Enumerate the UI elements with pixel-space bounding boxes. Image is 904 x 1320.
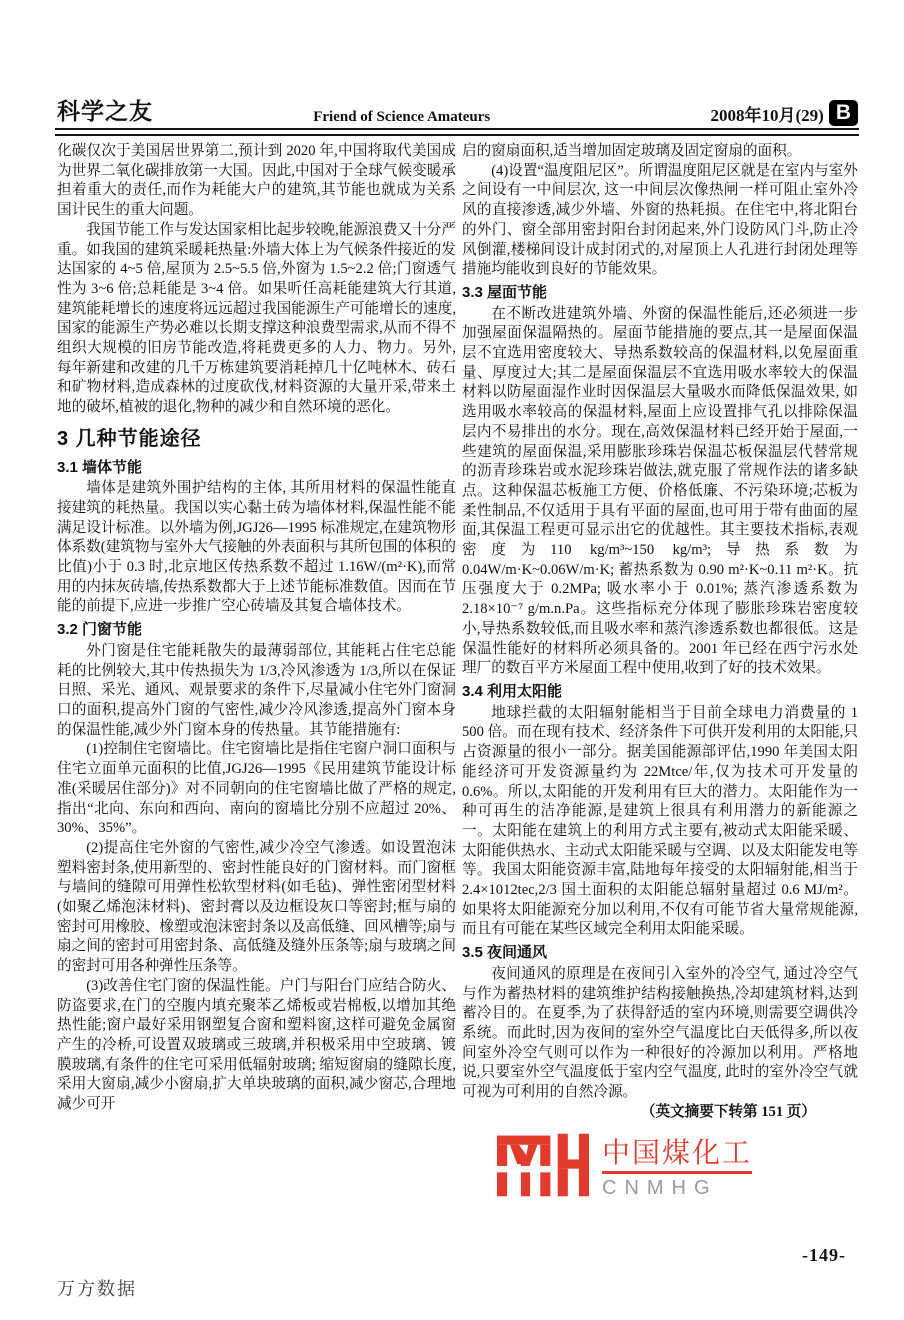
heading-3-1-wall: 3.1 墙体节能	[57, 458, 143, 476]
cnmhg-logo-icon	[497, 1133, 589, 1197]
paragraph-measure-1: (1)控制住宅窗墙比。住宅窗墙比是指住宅窗户洞口面积与住宅立面单元面积的比值,JGJ26—1995《民用建筑节能设计标准(采暖居住部分)》对不同朝向的住宅窗墙比做了严格的规定,指出“北向、东向和西向、南向的窗墙比分别不应超过 20%、30%、35%”。	[57, 741, 456, 837]
cnmhg-logo-text	[602, 1133, 752, 1200]
paragraph-solar-energy: 地球拦截的太阳辐射能相当于目前全球电力消费量的 1 500 倍。而在现有技术、经济条件下可供开发利用的太阳能,只占资源量的很小一部分。据美国能源部评估,1990 年美国太阳能经济可开发资源量约为 22Mtce/年,仅为技术可开发量的 0.6%。所以,太阳能的开发利用有巨大的潜力。太阳能作为一种可再生的洁净能源,是建筑上很具有利用潜力的新能源之一。太阳能在建筑上的利用方式主要有,被动式太阳能采暖、太阳能供热水、主动式太阳能采暖与空调、以及太阳能发电等等。我国太阳能资源丰富,陆地每年接受的太阳辐射能,相当于 2.4×1012tec,2/3 国土面积的太阳能总辐射量超过 0.6 MJ/m²。如果将太阳能源充分加以利用,不仅有可能节省大量常规能源,而且有可能在某些区域完全利用太阳能采暖。	[462, 704, 858, 938]
logo-name-en: CNMHG	[602, 1177, 718, 1199]
left-column	[57, 142, 456, 1115]
paragraph-measure-3: (3)改善住宅门窗的保温性能。户门与阳台门应结合防火、防盗要求,在门的空腹内填充聚苯乙烯板或岩棉板,以增加其绝热性能;窗户最好采用钢塑复合窗和塑料窗,这样可避免金属窗产生的冷桥,可设置双玻璃或三玻璃,并积极采用中空玻璃、镀膜玻璃,有条件的住宅可采用低辐射玻璃; 缩短窗扇的缝隙长度, 采用大窗扇,减少小窗扇,扩大单块玻璃的面积,减少窗芯,合理地减少可开	[57, 977, 456, 1113]
page-number: -149-	[802, 1245, 846, 1265]
paragraph-roof-saving: 在不断改进建筑外墙、外窗的保温性能后,还必须进一步加强屋面保温隔热的。屋面节能措施的要点,其一是屋面保温层不宜选用密度较大、导热系数较高的保温材料,以免屋面重量、厚度过大;其二是屋面保温层不宜选用吸水率较大的保温材料以防屋面湿作业时因保温层大量吸水而降低保温效果, 如选用吸水率较高的保温材料,屋面上应设置排气孔以排除保温层内不易排出的水分。现在,高效保温材料已经开始于屋面,一些建筑的屋面保温,采用膨胀珍珠岩保温芯板保温层代替常规的沥青珍珠岩或水泥珍珠岩做法,就克服了常规作法的诸多缺点。这种保温芯板施工方便、价格低廉、不污染环境;芯板为柔性制品,不仅适用于具有平面的屋面,也可用于带有曲面的屋面,其保温工程更可显示出它的优越性。其主要技术指标,表观密度为110 kg/m³~150 kg/m³;导热系数为0.04W/m·K~0.06W/m·K; 蓄热系数为 0.90 m²·K~0.11 m²·K。抗压强度大于 0.2MPa; 吸水率小于 0.01%; 蒸汽渗透系数为 2.18×10⁻⁷ g/m.n.Pa。这些指标充分体现了膨胀珍珠岩密度较小,导热系数较低,而且吸水率和蒸汽渗透系数也都很低。这是保温性能好的材料所必须具备的。2001 年已经在西宁污水处理厂的数百平方米屋面工程中使用,收到了好的技术效果。	[462, 305, 858, 677]
right-column	[462, 142, 858, 1122]
issue-date: 2008年10月(29)	[710, 105, 824, 125]
cnmhg-logo	[497, 1133, 752, 1200]
section-badge: B	[829, 100, 858, 126]
issue-info	[711, 100, 859, 126]
paragraph-wall-saving: 墙体是建筑外围护结构的主体, 其所用材料的保温性能直接建筑的耗热量。我国以实心黏土砖为墙体材料,保温性能不能满足设计标准。以外墙为例,JGJ26—1995 标准规定,在建筑物形体系数(建筑物与室外大气接触的外表面积与其所包围的体积的比值)小于 0.3 时,北京地区传热系数不超过 1.16W/(m²·K),而常用的内抹灰砖墙,传热系数都大于上述节能标准数值。因而在节能的前提下,应进一步推广空心砖墙及其复合墙体技术。	[57, 480, 456, 615]
heading-3-5-night-ventilation: 3.5 夜间通风	[462, 944, 548, 962]
continued-on-page-note: （英文摘要下转第 151 页）	[640, 1103, 816, 1120]
paragraph-measure-3-carryover: 启的窗扇面积,适当增加固定玻璃及固定窗扇的面积。	[462, 143, 802, 159]
paragraph-energy-waste: 我国节能工作与发达国家相比起步较晚,能源浪费又十分严重。如我国的建筑采暖耗热量:外墙大体上为气候条件接近的发达国家的 4~5 倍,屋顶为 2.5~5.5 倍,外窗为 1.5~2.2 倍;门窗透气性为 3~6 倍;总耗能是 3~4 倍。如果听任高耗能建筑大行其道,建筑能耗增长的速度将远远超过我国能源生产可能增长的速度,国家的能源生产势必难以长期支撑这种浪费型需求,从而不得不组织大规模的旧房节能改造,将耗费更多的人力、物力。另外,每年新建和改建的几千万栋建筑要消耗掉几十亿吨林木、砖石和矿物材料,造成森林的过度砍伐,材料资源的大量开采,带来土地的破坏,植被的退化,物种的减少和自然环境的恶化。	[57, 221, 456, 416]
wanfang-watermark: 万方数据	[57, 1279, 137, 1299]
heading-section-3: 3 几种节能途径	[57, 427, 202, 450]
paragraph-measure-4: (4)设置“温度阻尼区”。所谓温度阻尼区就是在室内与室外之间设有一中间层次, 这一中间层次像热闸一样可阻止室外冷风的直接渗透,减少外墙、外窗的热耗损。在住宅中,将北阳台的外门、窗全部用密封阳台封闭起来,外门设防风门斗,防止冷风倒灌,楼梯间设计成封闭式的,对屋顶上人孔进行封闭处理等措施均能收到良好的节能效果。	[462, 162, 858, 278]
heading-3-4-solar: 3.4 利用太阳能	[462, 682, 563, 700]
paragraph-night-ventilation: 夜间通风的原理是在夜间引入室外的冷空气, 通过冷空气与作为蓄热材料的建筑维护结构接触换热,冷却建筑材料,达到蓄冷目的。在夏季,为了获得舒适的室内环境,则需要空调供冷系统。而此时,因为夜间的室外空气温度比白天低得多,所以夜间室外冷空气则可以作为一种很好的冷源加以利用。严格地说,只要室外空气温度低于室内空气温度, 此时的室外冷空气就可视为可利用的自然冷源。	[462, 965, 858, 1101]
paragraph-window-intro: 外门窗是住宅能耗散失的最薄弱部位, 其能耗占住宅总能耗的比例较大,其中传热损失为 1/3,冷风渗透为 1/3,所以在保证日照、采光、通风、观景要求的条件下,尽量减小住宅外门窗洞口的面积,提高外门窗的气密性,减少冷风渗透,提高外门窗本身的保温性能,减少外门窗本身的传热量。其节能措施有:	[57, 642, 456, 738]
heading-3-2-windows: 3.2 门窗节能	[57, 621, 143, 639]
paragraph-co2-carryover: 化碳仅次于美国居世界第二,预计到 2020 年,中国将取代美国成为世界二氧化碳排放第一大国。因此,中国对于全球气候变暖承担着重大的责任,而作为耗能大户的建筑,其节能也就成为关系国计民生的重大问题。	[57, 143, 456, 219]
header-divider	[55, 128, 859, 136]
paragraph-measure-2: (2)提高住宅外窗的气密性,减少冷空气渗透。如设置泡沫塑料密封条,使用新型的、密封性能良好的门窗材料。而门窗框与墙间的缝隙可用弹性松软型材料(如毛毡)、弹性密闭型材料(如聚乙烯泡沫材料)、密封膏以及边框设灰口等密封;框与扇的密封可用橡胶、橡塑或泡沫密封条以及高低缝、回风槽等;扇与扇之间的密封可用密封条、高低缝及缝外压条等;扇与玻璃之间的密封可用各种弹性压条等。	[57, 839, 456, 975]
heading-3-3-roof: 3.3 屋面节能	[462, 283, 548, 301]
page-header	[57, 88, 858, 126]
journal-title-en: Friend of Science Amateurs	[313, 109, 491, 125]
journal-title-cn: 科学之友	[57, 99, 153, 124]
logo-name-cn: 中国煤化工	[602, 1137, 752, 1174]
